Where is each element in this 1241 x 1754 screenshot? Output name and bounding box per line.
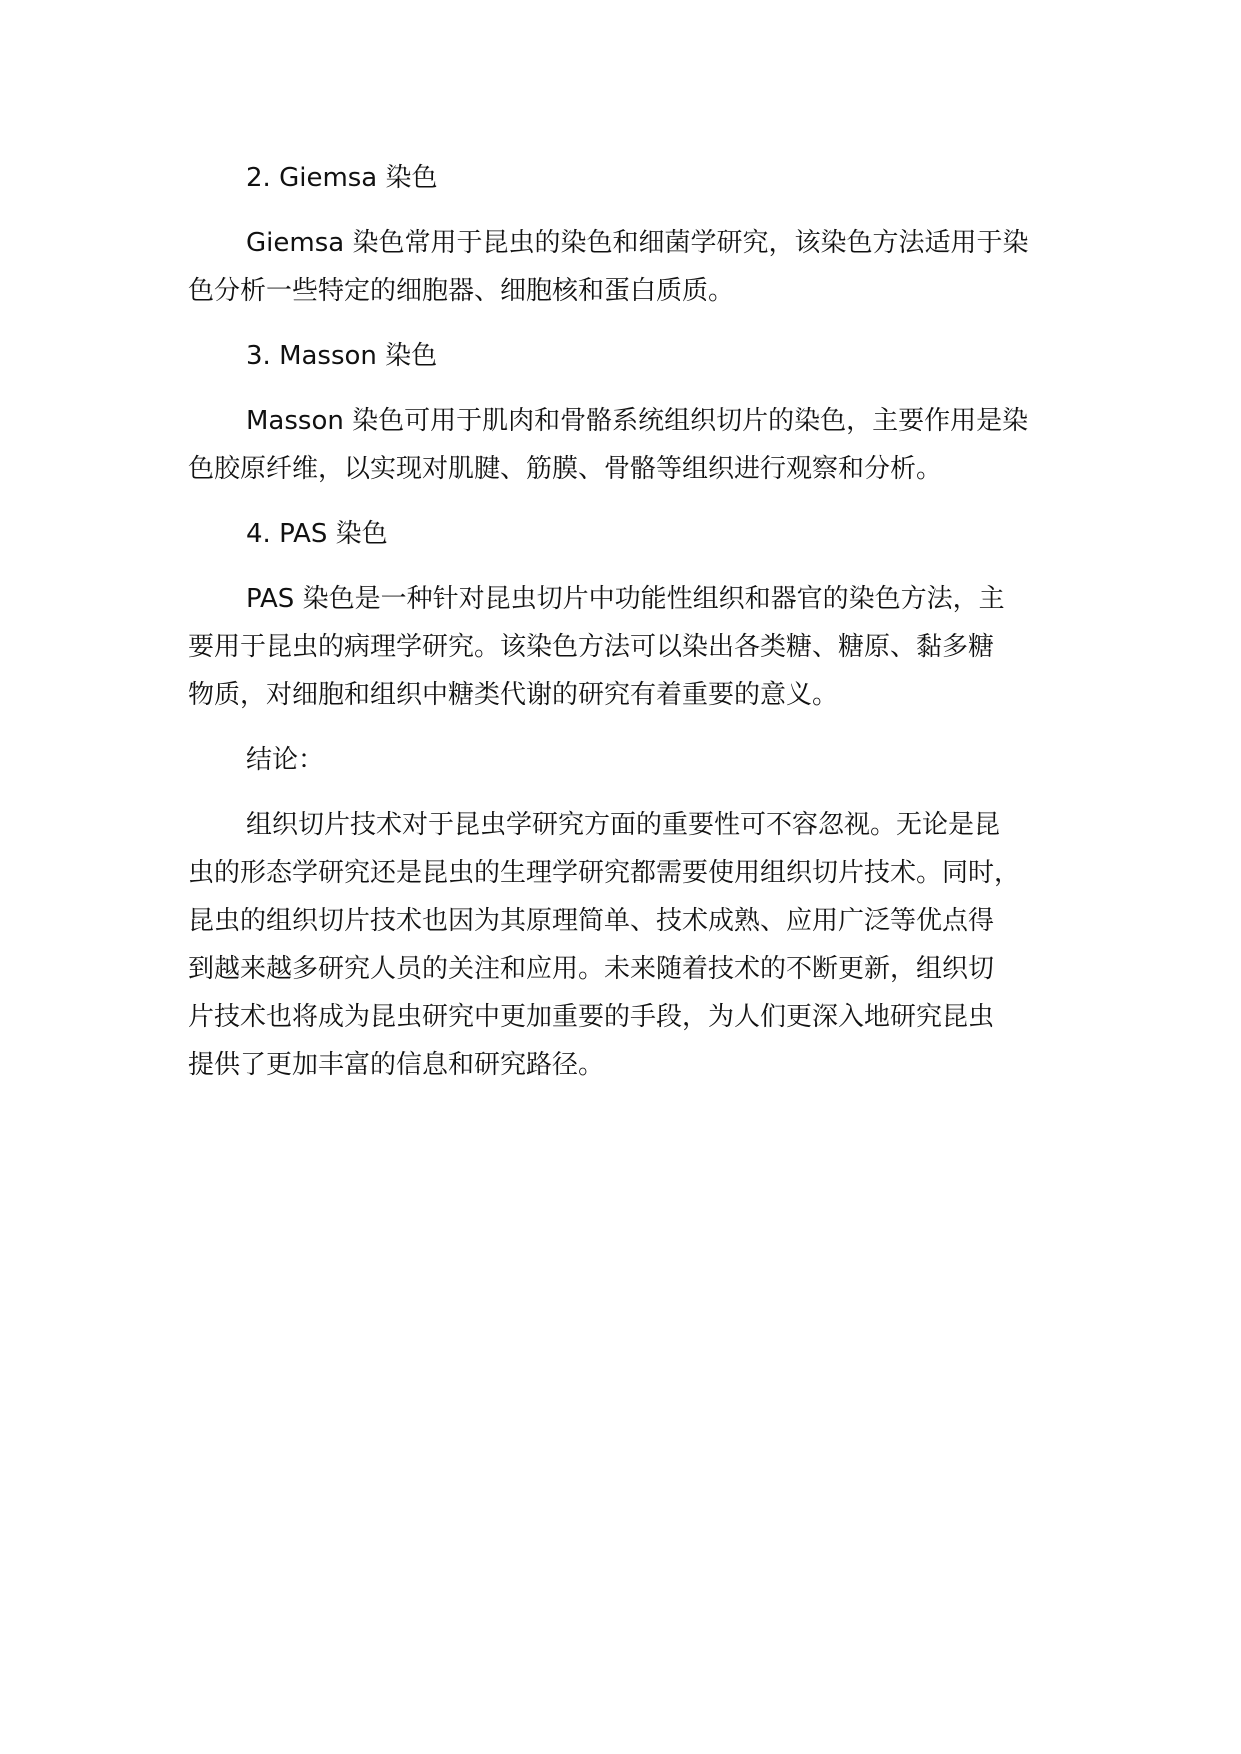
paragraph-line: 昆虫的组织切片技术也因为其原理简单、技术成熟、应用广泛等优点得 <box>188 906 995 936</box>
paragraph-conclusion <box>188 801 1088 1089</box>
paragraph-giemsa <box>188 219 1088 315</box>
section-masson <box>188 332 1088 380</box>
section-heading: 2. Giemsa 染色 <box>246 163 438 193</box>
section-heading: 4. PAS 染色 <box>246 519 388 549</box>
section-heading: 3. Masson 染色 <box>246 341 438 371</box>
paragraph-line: 物质，对细胞和组织中糖类代谢的研究有着重要的意义。 <box>188 680 839 710</box>
paragraph-masson <box>188 397 1088 493</box>
paragraph-line: Giemsa 染色常用于昆虫的染色和细菌学研究，该染色方法适用于染 <box>246 228 1029 258</box>
paragraph-line: 到越来越多研究人员的关注和应用。未来随着技术的不断更新，组织切 <box>188 954 995 984</box>
paragraph-line: 组织切片技术对于昆虫学研究方面的重要性可不容忽视。无论是昆 <box>246 810 1001 840</box>
section-pas <box>188 510 1088 558</box>
section-conclusion <box>188 736 1088 784</box>
section-heading: 结论： <box>246 745 325 775</box>
paragraph-line: 片技术也将成为昆虫研究中更加重要的手段，为人们更深入地研究昆虫 <box>188 1002 995 1032</box>
paragraph-line: 提供了更加丰富的信息和研究路径。 <box>188 1050 605 1080</box>
paragraph-pas <box>188 575 1088 719</box>
paragraph-line: 色分析一些特定的细胞器、细胞核和蛋白质质。 <box>188 276 735 306</box>
document-content <box>188 154 1088 1089</box>
paragraph-line: 色胶原纤维，以实现对肌腱、筋膜、骨骼等组织进行观察和分析。 <box>188 454 943 484</box>
paragraph-line: PAS 染色是一种针对昆虫切片中功能性组织和器官的染色方法，主 <box>246 584 1005 614</box>
paragraph-line: 虫的形态学研究还是昆虫的生理学研究都需要使用组织切片技术。同时， <box>188 858 1021 888</box>
section-giemsa <box>188 154 1088 202</box>
paragraph-line: 要用于昆虫的病理学研究。该染色方法可以染出各类糖、糖原、黏多糖 <box>188 632 995 662</box>
paragraph-line: Masson 染色可用于肌肉和骨骼系统组织切片的染色，主要作用是染 <box>246 406 1029 436</box>
